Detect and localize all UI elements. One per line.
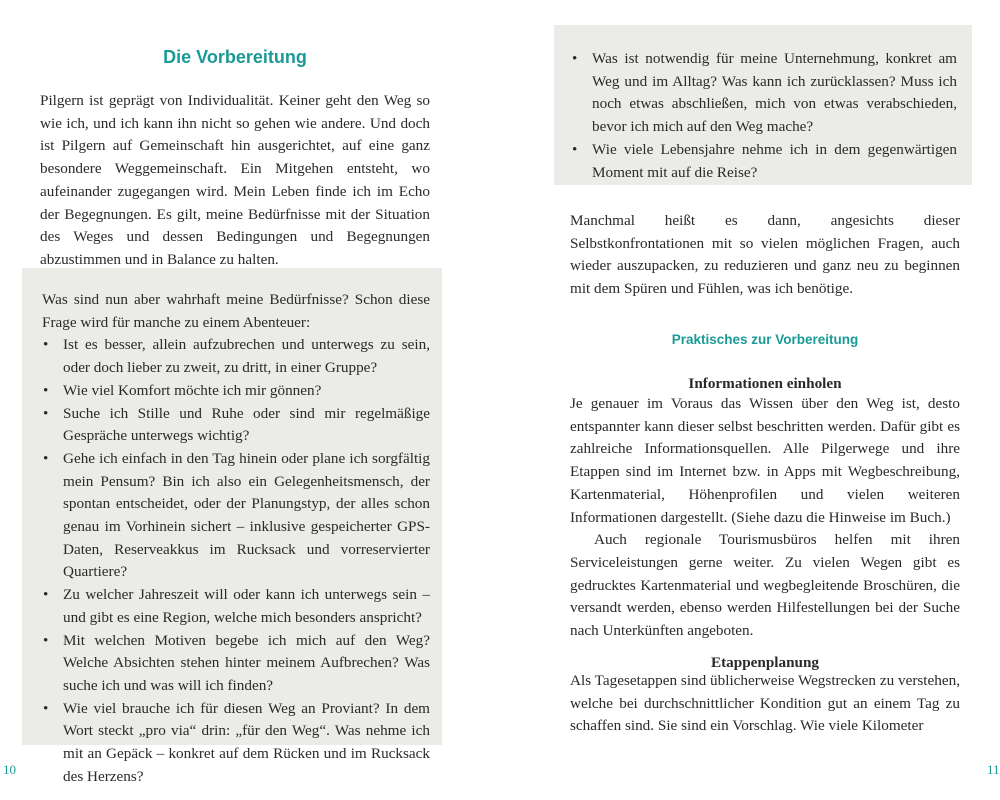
list-item-text: Ist es besser, allein aufzubrechen und unterwegs zu sein, oder doch lieber zu zweit, zu dritt, in einer Gruppe?: [63, 336, 430, 377]
list-item: [42, 584, 430, 629]
questions-box-content: [42, 289, 430, 788]
paragraph: Auch regionale Tourismusbüros helfen mit ihren Serviceleistungen gerne weiter. Zu vielen Wegen gibt es gedrucktes Kartenmaterial und wegbegleitende Broschüren, die versandt werden, ebenso werden Hilfestellungen bei der Suche nach Unterkünften angeboten.: [570, 531, 960, 640]
section-title: Praktisches zur Vorbereitung: [671, 332, 859, 347]
list-item-text: Wie viel Komfort möchte ich mir gönnen?: [63, 381, 322, 399]
list-item-text: Wie viele Lebensjahre nehme ich in dem gegenwärtigen Moment mit auf die Reise?: [592, 140, 957, 181]
bullet-icon: •: [43, 404, 49, 422]
questions-box: [22, 268, 442, 785]
right-page: [500, 0, 1000, 800]
list-item: [42, 403, 430, 448]
questions-box-continued: [554, 25, 972, 185]
list-item-text: Zu welcher Jahreszeit will oder kann ich unterwegs sein – und gibt es eine Region, welche mich besonders anspricht?: [63, 586, 430, 626]
questions-box-continued-content: [571, 48, 957, 184]
list-item-text: Suche ich Stille und Ruhe oder sind mir regelmäßige Gespräche unterwegs wichtig?: [63, 404, 430, 445]
paragraph: Je genauer im Voraus das Wissen über den Weg ist, desto entspannter kann dieser selbst beschritten werden. Dafür gibt es zahlreiche Informationsquellen. Alle Pilgerwege und ihre Etappen sind im Internet bzw. in Apps mit Wegbeschreibung, Kartenmaterial, Höhenprofilen und vielen weiteren Informationen dargestellt. (Siehe dazu die Hinweise im Buch.): [570, 395, 960, 526]
after-box-paragraph: [570, 210, 960, 301]
intro-text: Pilgern ist geprägt von Individualität. Keiner geht den Weg so wie ich, und ich kann ihn nicht so gehen wie andere. Und doch ist Pilgern auf Gemeinschaft hin ausgerichtet, auf eine ganz besondere Weggemeinschaft. Ein Mitgehen entsteht, wo aufeinander zugegangen wird. Mein Leben finde ich im Echo der Begegnungen. Es gilt, meine Bedürfnisse mit der Situation des Weges und dessen Bedingungen und Begegnungen abzustimmen und in Balance zu halten.: [40, 92, 430, 268]
list-item: [42, 448, 430, 584]
list-item-text: Was ist notwendig für meine Unternehmung, konkret am Weg und im Alltag? Was kann ich zurücklassen? Muss ich noch etwas abschließen, mich von etwas verabschieden, bevor ich mich auf den Weg mache?: [592, 50, 957, 136]
bullet-icon: •: [43, 381, 49, 399]
list-item: [42, 334, 430, 379]
list-item: [571, 48, 957, 139]
questions-list: [42, 334, 430, 788]
list-item-text: Gehe ich einfach in den Tag hinein oder plane ich sorgfältig mein Pensum? Bin ich also ein Gelegenheitsmensch, der spontan entscheidet, oder der Planungstyp, der alles schon genau im Vorhinein sichert – inklusive gespeicherter GPS-Daten, Reserveakkus im Rucksack und vorreservierter Quartiere?: [63, 449, 430, 581]
bullet-icon: •: [43, 336, 49, 354]
intro-paragraph: [40, 90, 430, 272]
bullet-icon: •: [43, 631, 49, 649]
subsection-heading-information: Informationen einholen: [688, 375, 842, 392]
list-item: [42, 380, 430, 403]
list-item-text: Wie viel brauche ich für diesen Weg an Proviant? In dem Wort steckt „pro via“ drin: „für den Weg“. Was nehme ich mit an Gepäck – konkret auf dem Rücken und im Rucksack des Herzens?: [63, 699, 430, 785]
bullet-icon: •: [43, 699, 49, 717]
list-item: [42, 630, 430, 698]
questions-lead: Was sind nun aber wahrhaft meine Bedürfnisse? Schon diese Frage wird für manche zu einem Abenteuer:: [42, 291, 430, 331]
bullet-icon: •: [43, 449, 49, 467]
questions-list-continued: [571, 48, 957, 184]
list-item-text: Mit welchen Motiven begebe ich mich auf den Weg? Welche Absichten stehen hinter meinem Aufbrechen? Was suche ich und was will ich finden?: [63, 631, 430, 694]
subsection-heading-stage-planning: Etappenplanung: [710, 654, 820, 671]
bullet-icon: •: [572, 140, 578, 158]
chapter-title: Die Vorbereitung: [163, 47, 307, 67]
subsection-stage-planning-body: [570, 670, 960, 738]
paragraph: Als Tagesetappen sind üblicherweise Wegstrecken zu verstehen, welche bei durchschnittlicher Kondition gut an einem Tag zu schaffen sind. Sie sind ein Vorschlag. Wie viele Kilometer: [570, 672, 960, 735]
page-number-left: 10: [3, 762, 16, 777]
subsection-information-body: [570, 393, 960, 643]
list-item: [571, 139, 957, 184]
bullet-icon: •: [43, 586, 49, 604]
list-item: [42, 698, 430, 789]
page-number-right: 11: [987, 762, 1000, 777]
after-box-text: Manchmal heißt es dann, angesichts dieser Selbstkonfrontationen mit so vielen möglichen Fragen, auch wieder auszupacken, zu reduzieren und ganz neu zu beginnen mit dem Spüren und Fühlen, was ich benötige.: [570, 212, 960, 298]
bullet-icon: •: [572, 50, 578, 67]
